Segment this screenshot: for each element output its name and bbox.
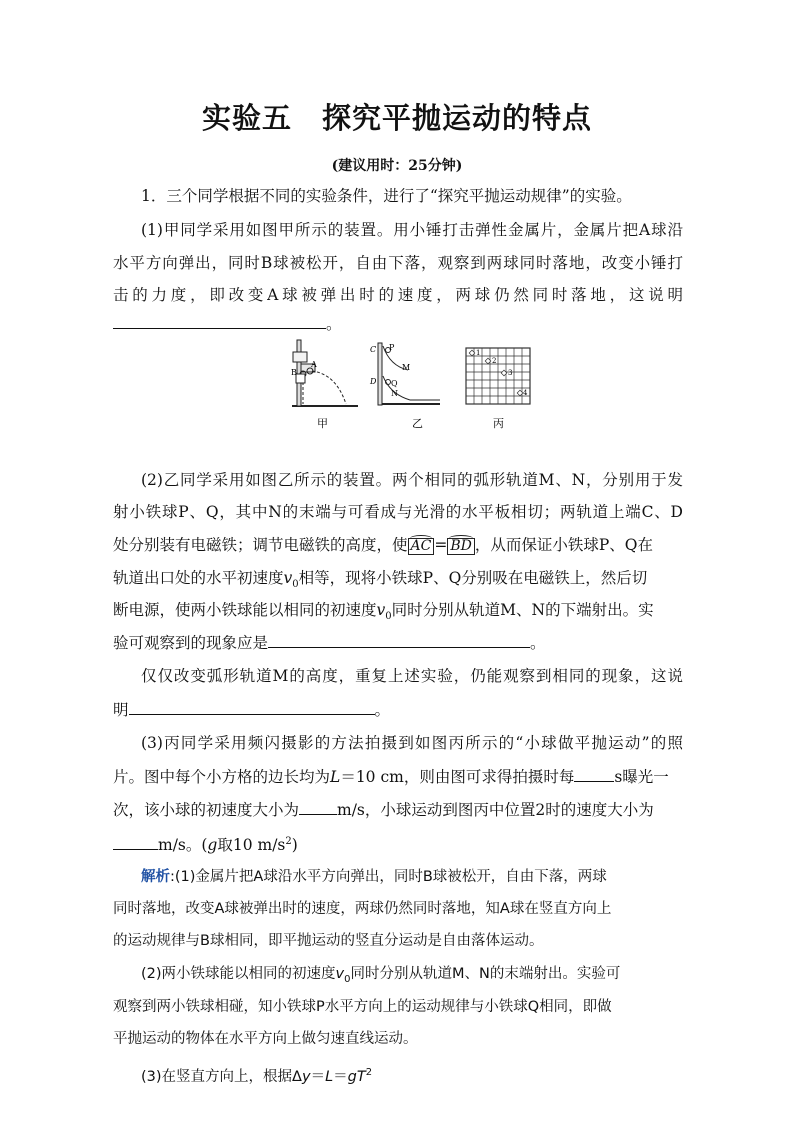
label-Q: Q	[391, 379, 398, 388]
arc-bd: BD	[447, 538, 475, 555]
part1-line3: 击的力度，即改变A球被弹出时的速度，两球仍然同时落地，这说明	[113, 286, 683, 304]
part3-line2: 片。图中每个小方格的边长均为L＝10 cm，则由图可求得拍摄时每 s曝光一	[113, 768, 669, 786]
answer-blank-5[interactable]	[299, 799, 337, 815]
label-B: B	[291, 368, 297, 377]
part1-answer-line: 。	[113, 313, 683, 334]
part2-line4: 轨道出口处的水平初速度$v_0$相等，现将小铁球P、Q分别吸在电磁铁上，然后切	[113, 569, 648, 591]
part3-line4: m/s。(g取10 $m/s^2$)	[113, 832, 683, 855]
part2b-line1: 仅仅改变弧形轨道M的高度，重复上述实验，仍能观察到相同的现象，这说	[141, 667, 683, 685]
page-title: 实验五 探究平抛运动的特点	[201, 101, 592, 135]
caption-yi: 乙	[412, 417, 423, 430]
label-3: 3	[508, 369, 513, 377]
analysis-1-line2: 同时落地，改变A球被弹出时的速度，两球仍然同时落地，知A球在竖直方向上	[113, 901, 612, 917]
label-A: A	[311, 360, 317, 369]
answer-blank-1[interactable]	[113, 313, 326, 329]
figure-yi	[378, 343, 440, 405]
suggested-time: (建议用时：25分钟)	[331, 158, 463, 174]
label-1: 1	[476, 349, 481, 357]
label-C: C	[370, 345, 377, 354]
analysis-3-line1: (3)在竖直方向上，根据$\Delta y=L=gT^2$	[141, 1067, 373, 1085]
part1-line2: 水平方向弹出，同时B球被松开，自由下落，观察到两球同时落地，改变小锤打	[113, 254, 683, 272]
part3-line1: (3)丙同学采用频闪摄影的方法拍摄到如图丙所示的“小球做平抛运动”的照	[141, 734, 683, 752]
experiment-figure	[290, 338, 540, 430]
analysis-2-line3: 平抛运动的物体在水平方向上做匀速直线运动。	[113, 1031, 418, 1047]
label-D: D	[370, 377, 377, 386]
analysis-2-line1: (2)两小铁球能以相同的初速度$v_0$同时分别从轨道M、N的末端射出。实验可	[141, 966, 621, 985]
question-intro: 1．三个同学根据不同的实验条件，进行了“探究平抛运动规律”的实验。	[141, 187, 632, 205]
analysis-1-line3: 的运动规律与B球相同，即平抛运动的竖直分运动是自由落体运动。	[113, 933, 544, 949]
part2-line2: 射小铁球P、Q，其中N的末端与可看成与光滑的水平板相切；两轨道上端C、D	[113, 503, 683, 521]
figure-jia	[292, 340, 358, 406]
label-4: 4	[523, 389, 528, 397]
analysis-1-line1: 解析:(1)金属片把A球沿水平方向弹出，同时B球被松开，自由下落，两球	[141, 869, 607, 885]
analysis-label: 解析	[141, 869, 170, 885]
answer-blank-3[interactable]	[129, 699, 375, 715]
part2-line3: 处分别装有电磁铁；调节电磁铁的高度，使 AC = BD ，从而保证小铁球P、Q在	[113, 536, 653, 554]
label-M: M	[402, 363, 411, 372]
caption-bing: 丙	[493, 417, 504, 430]
part2-line1: (2)乙同学采用如图乙所示的装置。两个相同的弧形轨道M、N，分别用于发	[141, 471, 683, 489]
label-2: 2	[492, 357, 497, 365]
part3-line3: 次，该小球的初速度大小为 m/s，小球运动到图丙中位置2时的速度大小为	[113, 801, 654, 819]
analysis-2-line2: 观察到两小铁球相碰，知小铁球P水平方向上的运动规律与小铁球Q相同，即做	[113, 999, 612, 1015]
part1-line1: (1)甲同学采用如图甲所示的装置。用小锤打击弹性金属片，金属片把A球沿	[141, 221, 683, 239]
part2-line5: 断电源，使两小铁球能以相同的初速度$v_0$同时分别从轨道M、N的下端射出。实	[113, 601, 654, 623]
answer-blank-2[interactable]	[268, 632, 530, 648]
caption-jia: 甲	[317, 417, 328, 430]
part2b-line2: 明 。	[113, 701, 391, 719]
label-N: N	[391, 389, 398, 398]
arc-ac: AC	[408, 538, 435, 555]
watermark	[596, 756, 696, 782]
part2-line6: 验可观察到的现象应是 。	[113, 634, 546, 652]
label-P: P	[389, 343, 395, 352]
answer-blank-6[interactable]	[113, 834, 158, 850]
